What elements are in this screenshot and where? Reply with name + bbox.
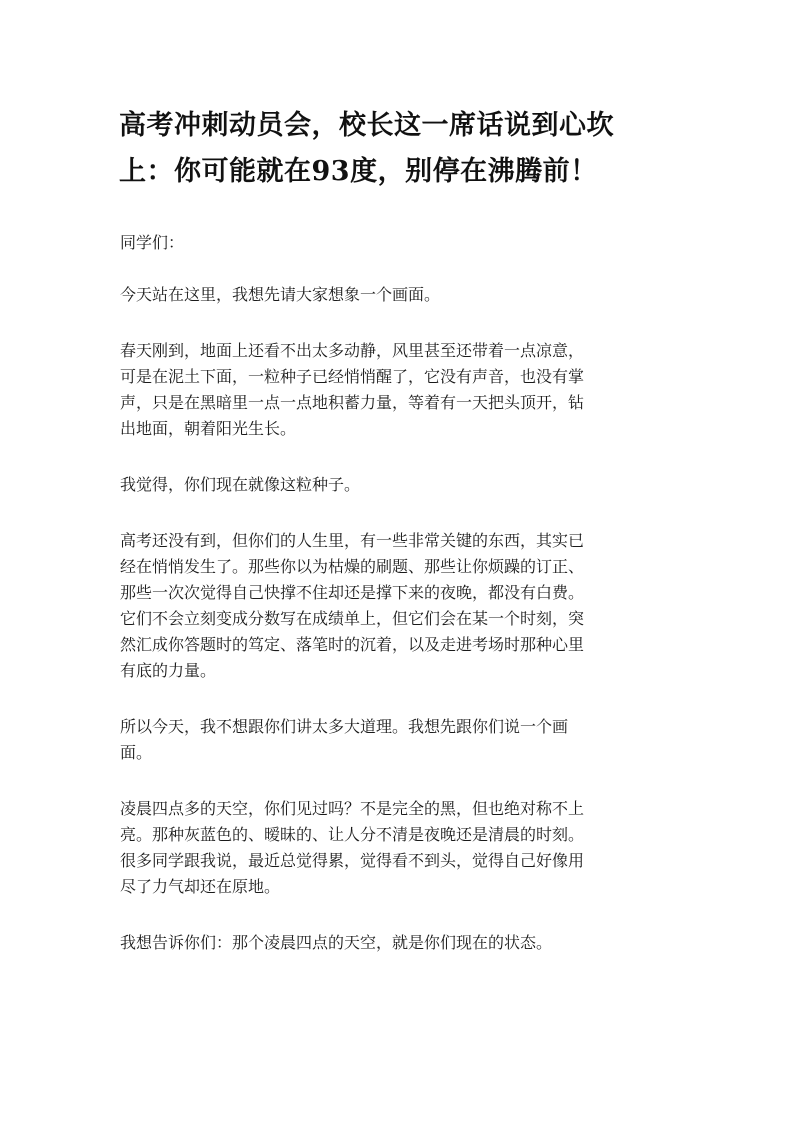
- text-line: 它们不会立刻变成分数写在成绩单上，但它们会在某一个时刻，突: [120, 609, 585, 628]
- text-line: 那些一次次觉得自己快撑不住却还是撑下来的夜晚，都没有白费。: [120, 583, 585, 602]
- paragraph-salutation: [120, 230, 680, 256]
- text-line: 可是在泥土下面，一粒种子已经悄悄醒了，它没有声音，也没有掌: [120, 367, 585, 386]
- document-body: [120, 230, 680, 982]
- text-line: 我觉得，你们现在就像这粒种子。: [120, 475, 361, 494]
- text-line: 同学们：: [120, 233, 185, 252]
- text-line: 今天站在这里，我想先请大家想象一个画面。: [120, 285, 441, 304]
- page-title: [119, 103, 679, 195]
- text-line: 然汇成你答题时的笃定、落笔时的沉着，以及走进考场时那种心里: [120, 635, 585, 654]
- text-line: 亮。那种灰蓝色的、暧昧的、让人分不清是夜晚还是清晨的时刻。: [120, 825, 585, 844]
- paragraph-intro: [120, 282, 680, 308]
- text-line: 有底的力量。: [120, 661, 217, 680]
- text-line: 春天刚到，地面上还看不出太多动静，风里甚至还带着一点凉意，: [120, 341, 585, 360]
- paragraph-state: [120, 930, 680, 956]
- paragraph-exam: [120, 528, 680, 684]
- text-line: 面。: [120, 743, 153, 762]
- paragraph-seed: [120, 338, 680, 442]
- title-line-1: 高考冲刺动员会，校长这一席话说到心坎: [119, 110, 614, 141]
- title-line-2: 上：你可能就在93度，别停在沸腾前！: [119, 156, 598, 187]
- paragraph-dawn: [120, 796, 680, 900]
- text-line: 声，只是在黑暗里一点一点地积蓄力量，等着有一天把头顶开，钻: [120, 393, 585, 412]
- paragraph-picture: [120, 714, 680, 766]
- text-line: 很多同学跟我说，最近总觉得累，觉得看不到头，觉得自己好像用: [120, 851, 585, 870]
- text-line: 尽了力气却还在原地。: [120, 877, 281, 896]
- text-line: 我想告诉你们：那个凌晨四点的天空，就是你们现在的状态。: [120, 933, 553, 952]
- text-line: 所以今天，我不想跟你们讲太多大道理。我想先跟你们说一个画: [120, 717, 569, 736]
- text-line: 出地面，朝着阳光生长。: [120, 419, 297, 438]
- text-line: 凌晨四点多的天空，你们见过吗？不是完全的黑，但也绝对称不上: [120, 799, 585, 818]
- text-line: 经在悄悄发生了。那些你以为枯燥的刷题、那些让你烦躁的订正、: [120, 557, 585, 576]
- paragraph-like-seed: [120, 472, 680, 498]
- text-line: 高考还没有到，但你们的人生里，有一些非常关键的东西，其实已: [120, 531, 585, 550]
